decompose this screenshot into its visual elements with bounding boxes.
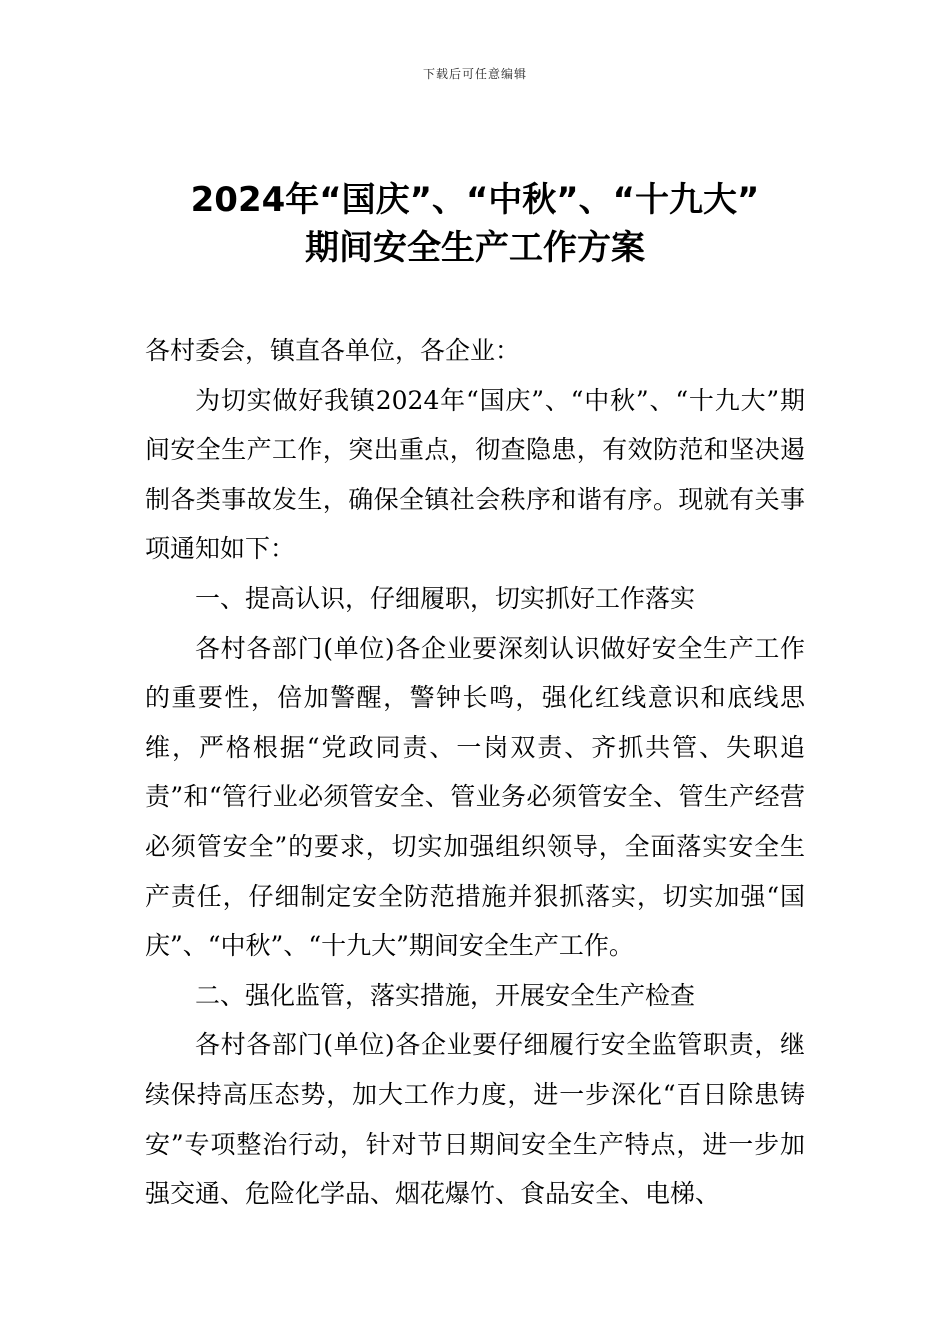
title-line-1: 2024年“国庆”、“中秋”、“十九大” [190,180,760,220]
section-heading-2: 二、强化监管，落实措施，开展安全生产检查 [195,980,696,1010]
paragraph-section-2: 各村各部门(单位)各企业要仔细履行安全监管职责，继续保持高压态势，加大工作力度，进一步深化“百日除患铸安”专项整治行动，针对节日期间安全生产特点，进一步加强交通、危险化学品、烟花爆竹、食品安全、电梯、 [145,1030,805,1209]
page-header-note: 下载后可任意编辑 [422,67,527,81]
paragraph-section-1: 各村各部门(单位)各企业要深刻认识做好安全生产工作的重要性，倍加警醒，警钟长鸣，强化红线意识和底线思维，严格根据“党政同责、一岗双责、齐抓共管、失职追责”和“管行业必须管安全、管业务必须管安全、管生产经营必须管安全”的要求，切实加强组织领导，全面落实安全生产责任，仔细制定安全防范措施并狠抓落实，切实加强“国庆”、“中秋”、“十九大”期间安全生产工作。 [145,633,805,961]
document-title [120,176,830,272]
paragraph-intro: 为切实做好我镇2024年“国庆”、“中秋”、“十九大”期间安全生产工作，突出重点，彻查隐患，有效防范和坚决遏制各类事故发生，确保全镇社会秩序和谐有序。现就有关事项通知如下： [145,385,805,564]
section-heading-1: 一、提高认识，仔细履职，切实抓好工作落实 [195,583,696,613]
salutation: 各村委会，镇直各单位，各企业： [145,336,521,365]
title-line-2: 期间安全生产工作方案 [305,228,645,268]
document-body [145,326,805,1219]
